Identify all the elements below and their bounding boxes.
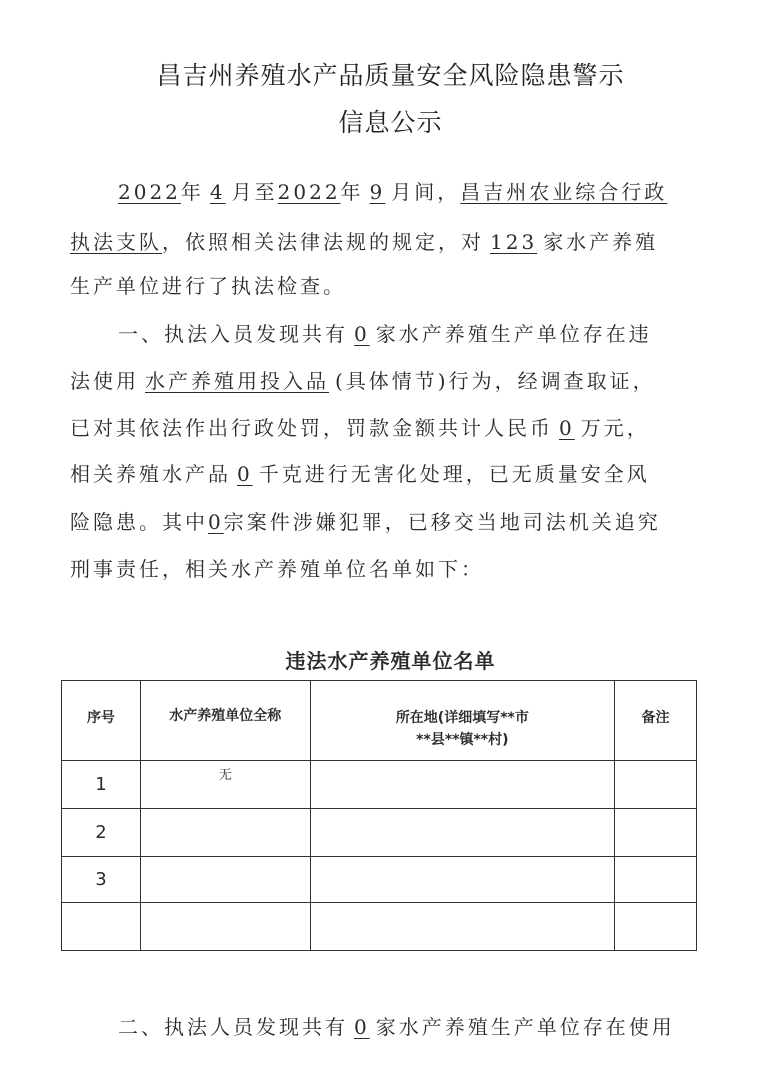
agency-name: 昌吉州农业综合行政 [460,180,668,204]
intro-line-1: 2022年 4 月至2022年 9 月间，昌吉州农业综合行政 [118,180,668,204]
table-row [62,809,697,857]
section1-line-2: 法使用 水产养殖用投入品 (具体情节)行为，经调查取证， [0,365,781,394]
row-unit-name [140,809,310,857]
table-header-row [62,681,697,761]
section1-line-4: 相关养殖水产品 0 千克进行无害化处理，已无质量安全风 [70,462,650,486]
end-month: 9 [369,180,386,204]
row-location [310,761,615,809]
violation-units-table [61,680,697,951]
start-year: 2022 [118,180,181,204]
header-unit-name: 水产养殖单位全称 [140,681,310,761]
section2-line-1: 二、执法人员发现共有 0 家水产养殖生产单位存在使用 [118,1015,675,1039]
row-location [310,903,615,951]
header-note: 备注 [615,681,697,761]
start-month: 4 [209,180,226,204]
case-count: 0 [208,510,224,534]
document-title: 昌吉州养殖水产品质量安全风险隐患警示 [156,61,625,90]
table-row [62,857,697,903]
section1-line-6: 刑事责任，相关水产养殖单位名单如下： [70,557,484,581]
row-note [615,809,697,857]
section1-line-1: 一、执法入员发现共有 0 家水产养殖生产单位存在违 [118,322,652,346]
table-row [62,903,697,951]
fine-amount: 0 [559,416,575,440]
section1-line-5: 险隐患。其中0宗案件涉嫌犯罪，已移交当地司法机关追究 [70,510,661,534]
intro-line-3: 生产单位进行了执法检查。 [70,274,346,298]
section2-count: 0 [354,1015,370,1039]
table-row [62,761,697,809]
row-note [615,903,697,951]
row-unit-name [140,903,310,951]
row-location [310,857,615,903]
agency-name-cont: 执法支队 [70,230,162,254]
unit-count: 123 [490,230,538,254]
row-seq: 2 [62,809,141,857]
document-subtitle: 信息公示 [338,108,443,137]
header-location: 所在地(详细填写**市 **县**镇**村) [310,681,615,761]
row-seq: 1 [62,761,141,809]
kg-amount: 0 [237,462,253,486]
row-unit-name: 无 [140,761,310,809]
row-unit-name [140,857,310,903]
row-location [310,809,615,857]
violation-count: 0 [354,322,370,346]
end-year: 2022 [277,180,341,204]
intro-line-2: 执法支队，依照相关法律法规的规定，对 123 家水产养殖 [70,230,659,254]
row-note [615,761,697,809]
violation-item: 水产养殖用投入品 [145,369,329,393]
section1-line-3: 已对其依法作出行政处罚，罚款金额共计人民币 0 万元， [70,416,650,440]
table-title: 违法水产养殖单位名单 [285,649,496,673]
row-note [615,857,697,903]
row-seq [62,903,141,951]
row-seq: 3 [62,857,141,903]
header-seq: 序号 [62,681,141,761]
